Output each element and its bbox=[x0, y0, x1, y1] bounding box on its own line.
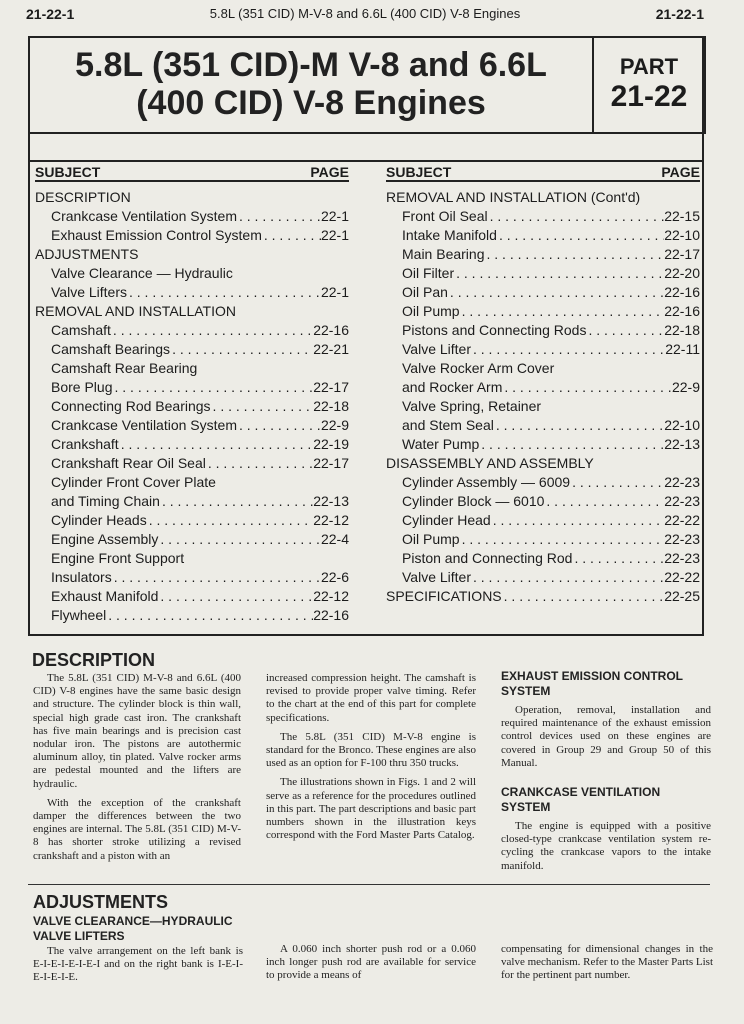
toc-leader-dots bbox=[586, 321, 664, 340]
toc-entry bbox=[35, 416, 349, 435]
title-line-1: 5.8L (351 CID)-M V-8 and 6.6L bbox=[75, 46, 547, 84]
toc-entry-page: 22-17 bbox=[313, 455, 349, 471]
toc-entry bbox=[35, 606, 349, 625]
toc-entry-label: ADJUSTMENTS bbox=[35, 246, 139, 262]
toc-entry bbox=[386, 454, 700, 473]
toc-entry bbox=[386, 283, 700, 302]
toc-entry-label: SPECIFICATIONS bbox=[386, 588, 502, 604]
toc-entry-label: Engine Front Support bbox=[51, 550, 185, 566]
toc-entry-label: Camshaft Rear Bearing bbox=[51, 360, 198, 376]
toc-entry-page: 22-17 bbox=[664, 246, 700, 262]
toc-entry-label: Cylinder Head bbox=[402, 512, 491, 528]
toc-entry bbox=[386, 302, 700, 321]
exhaust-emission-text bbox=[501, 704, 711, 776]
toc-leader-dots bbox=[471, 568, 664, 587]
toc-left-column bbox=[35, 164, 349, 625]
toc-entry bbox=[35, 302, 349, 321]
toc-leader-dots bbox=[471, 340, 665, 359]
adjustments-column-1 bbox=[33, 945, 243, 991]
toc-entry-label: Valve Clearance — Hydraulic bbox=[51, 265, 233, 281]
toc-entry bbox=[386, 587, 700, 606]
toc-entry-page: 22-17 bbox=[313, 379, 349, 395]
toc-entry-label: REMOVAL AND INSTALLATION (Cont'd) bbox=[386, 189, 641, 205]
toc-entry-page: 22-6 bbox=[320, 569, 349, 585]
toc-entry-page: 22-23 bbox=[664, 550, 700, 566]
toc-entry-label: Crankcase Ventilation System bbox=[51, 417, 237, 433]
heading-line: VALVE LIFTERS bbox=[33, 929, 125, 943]
toc-entry-page: 22-9 bbox=[320, 417, 349, 433]
toc-entry-label: Cylinder Block — 6010 bbox=[402, 493, 545, 509]
toc-entry-page: 22-22 bbox=[664, 569, 700, 585]
toc-entry-page: 22-1 bbox=[320, 227, 349, 243]
crankcase-ventilation-text bbox=[501, 820, 711, 879]
paragraph: The engine is equipped with a positive closed-type crankcase ventilation system re-cycling the crankcase vapors to the intake manifold. bbox=[501, 820, 711, 872]
toc-entry-page: 22-10 bbox=[664, 227, 700, 243]
toc-entry bbox=[35, 321, 349, 340]
toc-entry bbox=[35, 188, 349, 207]
toc-entry-label: Crankshaft Rear Oil Seal bbox=[51, 455, 206, 471]
toc-entry bbox=[386, 530, 700, 549]
page-number-left: 21-22-1 bbox=[26, 6, 75, 22]
toc-leader-dots bbox=[112, 378, 313, 397]
toc-page-heading: PAGE bbox=[310, 164, 349, 180]
toc-entry bbox=[386, 226, 700, 245]
toc-entry-page: 22-25 bbox=[664, 588, 700, 604]
toc-entry-page: 22-13 bbox=[313, 493, 349, 509]
toc-entry-page: 22-1 bbox=[320, 284, 349, 300]
toc-leader-dots bbox=[454, 264, 664, 283]
toc-entry-label: Pistons and Connecting Rods bbox=[402, 322, 587, 338]
toc-entry bbox=[35, 587, 349, 606]
paragraph: The 5.8L (351 CID) M-V-8 and 6.6L (400 CID) V-8 engines have the same basic design and structure. The cylinder block is thin wall, special high grade cast iron. The crankshaft has five main bearings and is precision cast nodular iron. The pistons are autothermic aluminum alloy, tin plated. Valve rocker arms are pedestal mounted and the lifters are hydraulic. bbox=[33, 672, 241, 790]
running-header bbox=[26, 6, 704, 26]
heading-line: SYSTEM bbox=[501, 800, 551, 814]
toc-entry-page: 22-12 bbox=[313, 588, 349, 604]
section-divider bbox=[28, 884, 710, 885]
adjustments-column-2 bbox=[266, 943, 476, 989]
toc-leader-dots bbox=[262, 226, 321, 245]
running-title: 5.8L (351 CID) M-V-8 and 6.6L (400 CID) V-8 Engines bbox=[209, 6, 521, 21]
paragraph: increased compression height. The camshaft is revised to provide proper valve timing. Refer to the chart at the end of this part for complete specifications. bbox=[266, 672, 476, 724]
toc-entry-label: Cylinder Heads bbox=[51, 512, 147, 528]
toc-entry-label: Oil Pump bbox=[402, 531, 460, 547]
toc-entry-label: Oil Filter bbox=[402, 265, 455, 281]
toc-entry-page: 22-15 bbox=[664, 208, 700, 224]
toc-entry bbox=[35, 549, 349, 568]
toc-right-column bbox=[386, 164, 700, 606]
toc-entry-page: 22-16 bbox=[664, 284, 700, 300]
toc-entry-label: Valve Lifters bbox=[51, 284, 127, 300]
toc-entry-page: 22-10 bbox=[664, 417, 700, 433]
toc-entry bbox=[35, 435, 349, 454]
heading-line: EXHAUST EMISSION CONTROL bbox=[501, 669, 684, 683]
toc-leader-dots bbox=[544, 492, 664, 511]
toc-entry-page: 22-20 bbox=[664, 265, 700, 281]
toc-entry-label: Valve Lifter bbox=[402, 569, 471, 585]
toc-entry-label: Valve Rocker Arm Cover bbox=[402, 360, 555, 376]
toc-entry bbox=[35, 340, 349, 359]
toc-leader-dots bbox=[170, 340, 313, 359]
toc-entry-label: Insulators bbox=[51, 569, 112, 585]
toc-leader-dots bbox=[119, 435, 313, 454]
toc-entry-label: Cylinder Assembly — 6009 bbox=[402, 474, 571, 490]
toc-entry-label: Camshaft bbox=[51, 322, 111, 338]
valve-clearance-heading bbox=[33, 914, 273, 944]
toc-header bbox=[35, 164, 349, 182]
toc-entry-page: 22-18 bbox=[313, 398, 349, 414]
toc-entry-page: 22-23 bbox=[664, 474, 700, 490]
toc-entry-label: and Timing Chain bbox=[51, 493, 160, 509]
toc-leader-dots bbox=[206, 454, 313, 473]
heading-line: SYSTEM bbox=[501, 684, 551, 698]
title-box bbox=[28, 36, 704, 134]
toc-entry bbox=[386, 264, 700, 283]
toc-entry-page: 22-19 bbox=[313, 436, 349, 452]
toc-entry-label: Valve Lifter bbox=[402, 341, 471, 357]
toc-entry-label: Main Bearing bbox=[402, 246, 485, 262]
paragraph: With the exception of the crankshaft damper the differences between the two engines are internal. The 5.8L (351 CID) M-V-8 has shorter stroke utilizing a revised crankshaft and a piston with an bbox=[33, 796, 241, 862]
toc-subject-heading: SUBJECT bbox=[35, 164, 101, 180]
toc-entry bbox=[386, 321, 700, 340]
toc-entry bbox=[35, 226, 349, 245]
toc-entry-page: 22-22 bbox=[664, 512, 700, 528]
toc-leader-dots bbox=[237, 207, 321, 226]
toc-entry-label: Bore Plug bbox=[51, 379, 113, 395]
toc-entry bbox=[386, 473, 700, 492]
toc-leader-dots bbox=[502, 587, 665, 606]
title-line-2: (400 CID) V-8 Engines bbox=[136, 84, 486, 122]
description-column-1 bbox=[33, 672, 241, 869]
toc-entry bbox=[35, 207, 349, 226]
paragraph: The 5.8L (351 CID) M-V-8 engine is standard for the Bronco. These engines are also used as an option for F-100 thru 350 trucks. bbox=[266, 730, 476, 770]
toc-top-rule bbox=[30, 160, 702, 162]
toc-entry bbox=[35, 473, 349, 492]
toc-leader-dots bbox=[160, 492, 313, 511]
toc-entry-label: DESCRIPTION bbox=[35, 189, 131, 205]
page-number-right: 21-22-1 bbox=[655, 6, 704, 22]
toc-entry-label: Piston and Connecting Rod bbox=[402, 550, 573, 566]
toc-entry bbox=[35, 492, 349, 511]
toc-entry-page: 22-1 bbox=[320, 208, 349, 224]
toc-entry bbox=[386, 359, 700, 378]
toc-entry bbox=[386, 435, 700, 454]
toc-entry-label: Oil Pan bbox=[402, 284, 448, 300]
paragraph: Operation, removal, installation and required maintenance of the exhaust emission control devices used on these engines are covered in Group 29 and Group 50 of this Manual. bbox=[501, 704, 711, 769]
toc-entry-label: Engine Assembly bbox=[51, 531, 159, 547]
paragraph: compensating for dimensional changes in the valve mechanism. Refer to the Master Parts List for the pertinent part number. bbox=[501, 943, 713, 982]
toc-leader-dots bbox=[485, 245, 665, 264]
toc-entry-label: Intake Manifold bbox=[402, 227, 497, 243]
toc-entry-page: 22-21 bbox=[313, 341, 349, 357]
toc-entry-page: 22-4 bbox=[320, 531, 349, 547]
toc-entry bbox=[35, 397, 349, 416]
toc-page-heading: PAGE bbox=[661, 164, 700, 180]
part-label: PART bbox=[619, 54, 679, 79]
description-heading: DESCRIPTION bbox=[32, 650, 156, 670]
toc-entry-page: 22-23 bbox=[664, 493, 700, 509]
toc-entry bbox=[35, 511, 349, 530]
toc-entry-label: Crankcase Ventilation System bbox=[51, 208, 237, 224]
toc-entry bbox=[35, 568, 349, 587]
toc-entry-page: 22-16 bbox=[313, 607, 349, 623]
toc-entry bbox=[386, 492, 700, 511]
exhaust-emission-heading bbox=[501, 669, 713, 699]
toc-leader-dots bbox=[158, 587, 313, 606]
toc-leader-dots bbox=[570, 473, 664, 492]
toc-entry bbox=[386, 416, 700, 435]
toc-header bbox=[386, 164, 700, 182]
toc-leader-dots bbox=[211, 397, 314, 416]
toc-entry-label: Front Oil Seal bbox=[402, 208, 488, 224]
part-number: 21-22 bbox=[610, 80, 688, 113]
toc-leader-dots bbox=[111, 321, 313, 340]
toc-subject-heading: SUBJECT bbox=[386, 164, 452, 180]
toc-entry bbox=[386, 549, 700, 568]
toc-leader-dots bbox=[112, 568, 321, 587]
toc-entry-page: 22-11 bbox=[665, 341, 700, 357]
toc-entry bbox=[35, 283, 349, 302]
toc-entry bbox=[386, 511, 700, 530]
table-of-contents bbox=[28, 134, 704, 636]
crankcase-ventilation-heading bbox=[501, 785, 713, 815]
toc-entry bbox=[35, 454, 349, 473]
toc-entry-label: Cylinder Front Cover Plate bbox=[51, 474, 216, 490]
heading-line: CRANKCASE VENTILATION bbox=[501, 785, 661, 799]
toc-entry-label: Exhaust Emission Control System bbox=[51, 227, 262, 243]
part-box bbox=[592, 36, 706, 134]
page-title bbox=[30, 46, 592, 122]
toc-leader-dots bbox=[106, 606, 313, 625]
toc-entry bbox=[35, 359, 349, 378]
toc-entry-label: and Stem Seal bbox=[402, 417, 494, 433]
toc-leader-dots bbox=[158, 530, 321, 549]
toc-entry bbox=[386, 397, 700, 416]
toc-entry bbox=[386, 245, 700, 264]
toc-entry-page: 22-16 bbox=[664, 303, 700, 319]
toc-entry-label: and Rocker Arm bbox=[402, 379, 503, 395]
heading-line: VALVE CLEARANCE—HYDRAULIC bbox=[33, 914, 233, 928]
toc-leader-dots bbox=[572, 549, 664, 568]
toc-entry bbox=[386, 568, 700, 587]
toc-entry bbox=[35, 378, 349, 397]
toc-entry-page: 22-12 bbox=[313, 512, 349, 528]
toc-leader-dots bbox=[497, 226, 664, 245]
toc-entry bbox=[35, 245, 349, 264]
toc-entry-page: 22-16 bbox=[313, 322, 349, 338]
toc-entry bbox=[386, 188, 700, 207]
toc-entry bbox=[386, 207, 700, 226]
toc-entry bbox=[35, 264, 349, 283]
toc-entry bbox=[386, 340, 700, 359]
toc-entry bbox=[35, 530, 349, 549]
toc-entry bbox=[386, 378, 700, 397]
toc-entry-label: DISASSEMBLY AND ASSEMBLY bbox=[386, 455, 594, 471]
toc-entry-label: Flywheel bbox=[51, 607, 107, 623]
toc-leader-dots bbox=[491, 511, 664, 530]
toc-leader-dots bbox=[237, 416, 321, 435]
description-column-2 bbox=[266, 672, 476, 848]
toc-leader-dots bbox=[127, 283, 321, 302]
toc-entry-page: 22-18 bbox=[664, 322, 700, 338]
toc-entry-page: 22-9 bbox=[671, 379, 700, 395]
toc-entry-label: Water Pump bbox=[402, 436, 480, 452]
toc-entry-label: Oil Pump bbox=[402, 303, 460, 319]
toc-entry-label: Exhaust Manifold bbox=[51, 588, 159, 604]
adjustments-heading: ADJUSTMENTS bbox=[33, 892, 169, 912]
toc-entry-label: Valve Spring, Retainer bbox=[402, 398, 542, 414]
toc-leader-dots bbox=[502, 378, 672, 397]
toc-entry-page: 22-23 bbox=[664, 531, 700, 547]
toc-entry-label: Connecting Rod Bearings bbox=[51, 398, 211, 414]
toc-leader-dots bbox=[488, 207, 665, 226]
toc-leader-dots bbox=[494, 416, 664, 435]
paragraph: A 0.060 inch shorter push rod or a 0.060 inch longer push rod are available for service to provide a means of bbox=[266, 943, 476, 982]
toc-entry-page: 22-13 bbox=[664, 436, 700, 452]
toc-leader-dots bbox=[460, 302, 665, 321]
toc-leader-dots bbox=[147, 511, 313, 530]
paragraph: The illustrations shown in Figs. 1 and 2 will serve as a reference for the procedures outlined in this part. The part descriptions and basic part numbers shown in the illustration keys correspond with the Ford Master Parts Catalog. bbox=[266, 776, 476, 842]
adjustments-column-3 bbox=[501, 943, 713, 989]
paragraph: The valve arrangement on the left bank is E-I-E-I-E-I-E-I and on the right bank is I-E-I-E-I-E-I-E. bbox=[33, 945, 243, 984]
toc-entry-label: Camshaft Bearings bbox=[51, 341, 171, 357]
toc-leader-dots bbox=[448, 283, 664, 302]
toc-entry-label: REMOVAL AND INSTALLATION bbox=[35, 303, 236, 319]
toc-leader-dots bbox=[460, 530, 665, 549]
toc-leader-dots bbox=[479, 435, 664, 454]
toc-entry-label: Crankshaft bbox=[51, 436, 119, 452]
